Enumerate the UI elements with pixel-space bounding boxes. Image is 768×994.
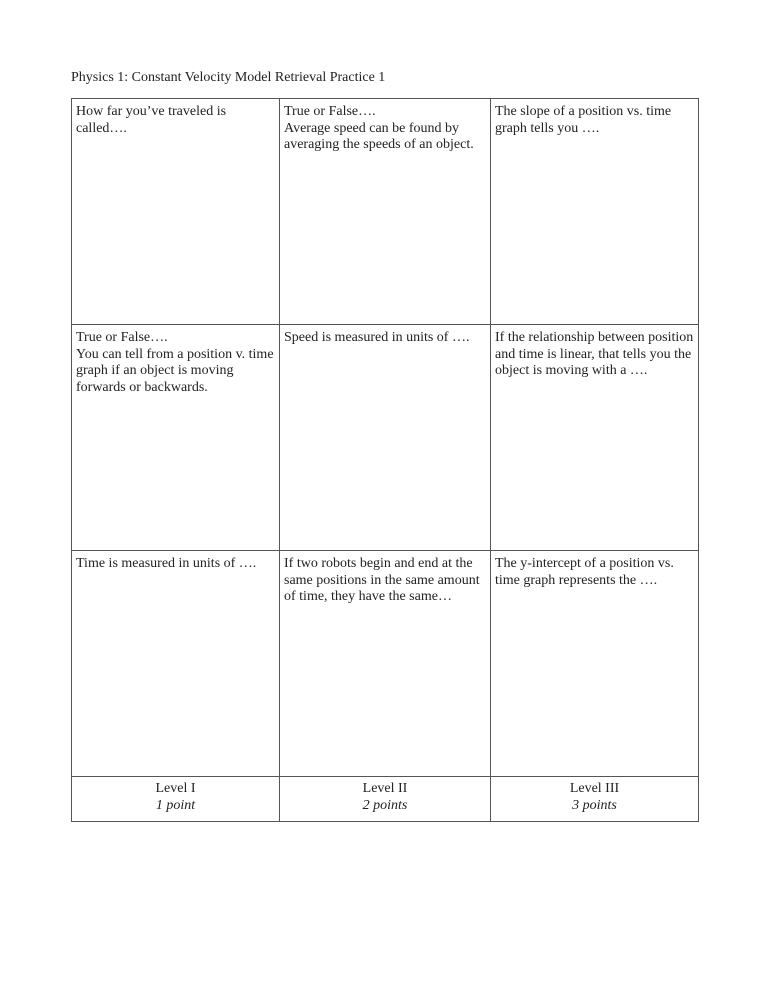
question-cell: If the relationship between position and time is linear, that tells you the object is moving with a …. xyxy=(491,325,699,551)
question-cell: True or False…. Average speed can be found by averaging the speeds of an object. xyxy=(280,99,491,325)
table-row xyxy=(72,325,699,551)
level-label: Level II xyxy=(362,781,408,796)
level-points: 1 point xyxy=(155,797,196,813)
table-row xyxy=(72,551,699,777)
level-cell xyxy=(280,777,491,822)
question-cell: The slope of a position vs. time graph tells you …. xyxy=(491,99,699,325)
level-cell xyxy=(491,777,699,822)
page-title: Physics 1: Constant Velocity Model Retrieval Practice 1 xyxy=(71,70,386,85)
question-cell: How far you’ve traveled is called…. xyxy=(72,99,280,325)
level-cell xyxy=(72,777,280,822)
table-row xyxy=(72,99,699,325)
level-label: Level I xyxy=(155,781,196,796)
question-cell: Speed is measured in units of …. xyxy=(280,325,491,551)
level-points: 3 points xyxy=(572,797,617,813)
question-cell: If two robots begin and end at the same positions in the same amount of time, they have the same… xyxy=(280,551,491,777)
level-row xyxy=(72,777,699,822)
level-points: 2 points xyxy=(362,797,408,813)
question-cell: Time is measured in units of …. xyxy=(72,551,280,777)
question-cell: The y-intercept of a position vs. time graph represents the …. xyxy=(491,551,699,777)
level-label: Level III xyxy=(569,781,620,796)
retrieval-practice-table xyxy=(71,98,699,822)
question-cell: True or False…. You can tell from a position v. time graph if an object is moving forwards or backwards. xyxy=(72,325,280,551)
